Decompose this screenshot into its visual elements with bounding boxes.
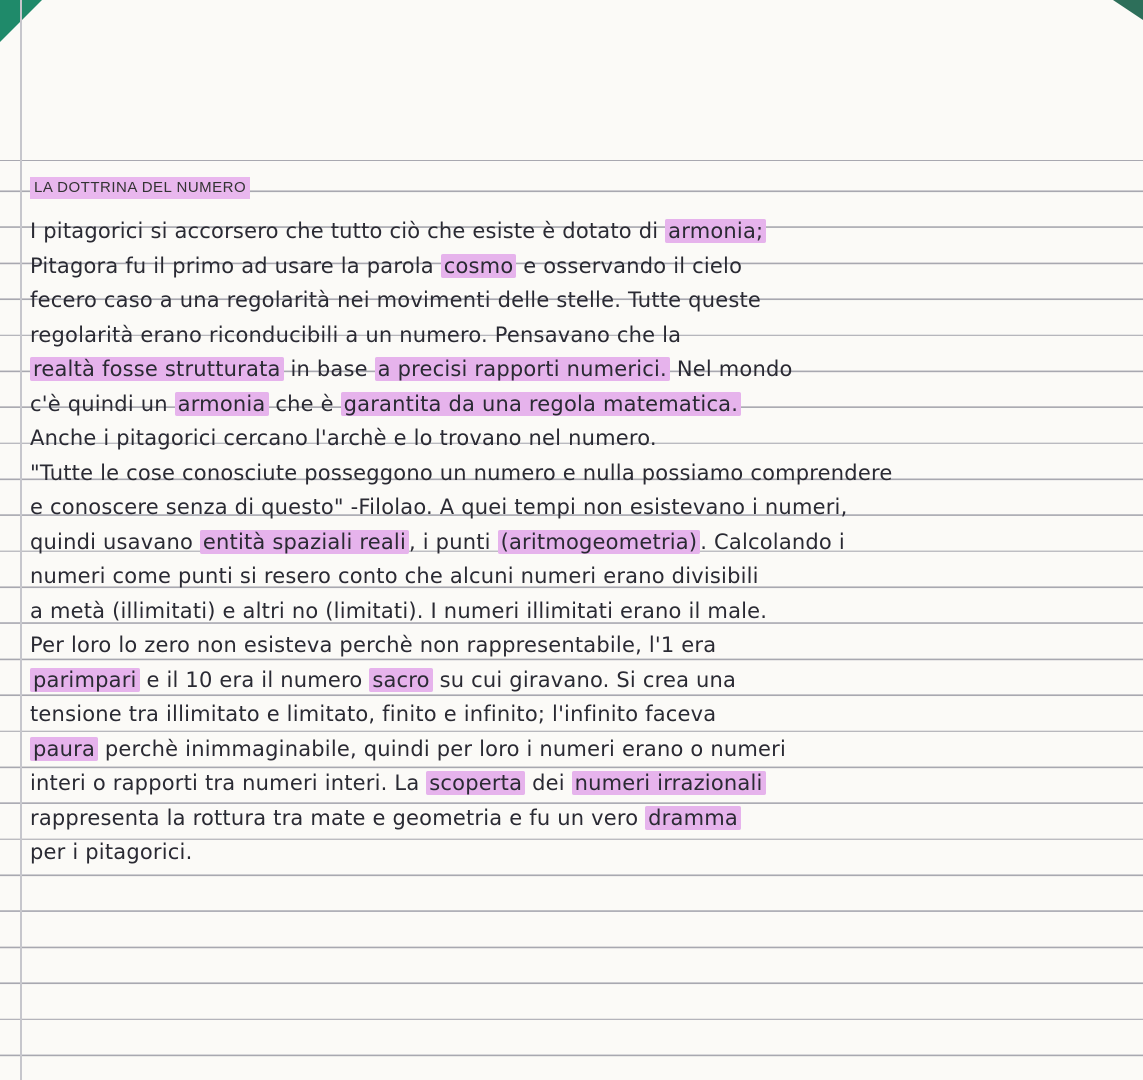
- text-segment: perchè inimmaginabile, quindi per loro i numeri erano o numeri: [98, 736, 786, 761]
- text-line: [30, 835, 1135, 870]
- text-segment: in base: [283, 357, 375, 381]
- highlighted-term: dramma: [645, 806, 741, 830]
- highlighted-term: cosmo: [441, 254, 517, 278]
- text-line: [30, 352, 1135, 387]
- text-line: [30, 490, 1135, 525]
- text-segment: regolarità erano riconducibili a un numero. Pensavano che la: [30, 322, 682, 347]
- text-line: [30, 732, 1135, 767]
- text-segment: per i pitagorici.: [30, 840, 193, 864]
- text-segment: e osservando il cielo: [516, 253, 743, 278]
- text-line: [30, 283, 1135, 318]
- text-segment: che è: [268, 391, 341, 416]
- text-segment: e il 10 era il numero: [139, 667, 370, 692]
- text-segment: Per loro lo zero non esisteva perchè non rappresentabile, l'1 era: [30, 633, 717, 657]
- text-line: [30, 525, 1135, 560]
- text-segment: c'è quindi un: [30, 391, 175, 416]
- text-segment: fecero caso a una regolarità nei movimenti delle stelle. Tutte queste: [30, 288, 762, 312]
- text-segment: Pitagora fu il primo ad usare la parola: [30, 253, 441, 278]
- highlighted-term: paura: [30, 737, 98, 761]
- highlighted-term: a precisi rapporti numerici.: [375, 357, 670, 381]
- text-segment: "Tutte le cose conosciute posseggono un numero e nulla possiamo comprendere: [30, 460, 893, 485]
- text-segment: I pitagorici si accorsero che tutto ciò che esiste è dotato di: [30, 219, 666, 243]
- text-segment: e conoscere senza di questo" -Filolao. A quei tempi non esistevano i numeri,: [30, 495, 848, 519]
- highlighted-term: parimpari: [30, 668, 140, 692]
- text-line: [30, 766, 1135, 801]
- text-line: [30, 628, 1135, 663]
- text-segment: interi o rapporti tra numeri interi. La: [30, 771, 427, 795]
- page-title: LA DOTTRINA DEL NUMERO: [30, 177, 250, 199]
- margin-line: [20, 0, 22, 1080]
- highlighted-term: scoperta: [426, 771, 525, 795]
- text-line: [30, 663, 1135, 698]
- text-line: [30, 318, 1135, 353]
- text-line: [30, 697, 1135, 732]
- text-segment: dei: [525, 771, 572, 795]
- highlighted-term: garantita da una regola matematica.: [341, 392, 742, 416]
- text-segment: su cui giravano. Si crea una: [432, 667, 737, 692]
- highlighted-term: armonia;: [665, 219, 766, 243]
- text-segment: rappresenta la rottura tra mate e geometria e fu un vero: [30, 805, 646, 830]
- highlighted-term: armonia: [175, 392, 269, 416]
- blank-top-area: [0, 0, 1143, 161]
- text-segment: Nel mondo: [669, 357, 793, 381]
- cover-corner-decoration-right: [1113, 0, 1143, 20]
- highlighted-term: (aritmogeometria): [498, 530, 701, 554]
- text-segment: . Calcolando i: [700, 529, 845, 554]
- highlighted-term: realtà fosse strutturata: [30, 357, 284, 381]
- text-segment: Anche i pitagorici cercano l'archè e lo trovano nel numero.: [30, 426, 657, 450]
- text-line: [30, 456, 1135, 491]
- handwritten-text-body: [30, 214, 1135, 870]
- highlighted-term: numeri irrazionali: [572, 771, 766, 795]
- highlighted-term: sacro: [369, 668, 432, 692]
- text-line: [30, 387, 1135, 422]
- text-segment: , i punti: [409, 529, 498, 554]
- text-line: [30, 249, 1135, 284]
- text-segment: tensione tra illimitato e limitato, finito e infinito; l'infinito faceva: [30, 702, 717, 726]
- text-line: [30, 421, 1135, 456]
- text-segment: quindi usavano: [30, 529, 200, 554]
- text-segment: numeri come punti si resero conto che alcuni numeri erano divisibili: [30, 564, 759, 588]
- text-line: [30, 214, 1135, 249]
- text-line: [30, 594, 1135, 629]
- text-line: [30, 801, 1135, 836]
- text-line: [30, 559, 1135, 594]
- highlighted-term: entità spaziali reali: [200, 530, 409, 554]
- text-segment: a metà (illimitati) e altri no (limitati). I numeri illimitati erano il male.: [30, 598, 768, 623]
